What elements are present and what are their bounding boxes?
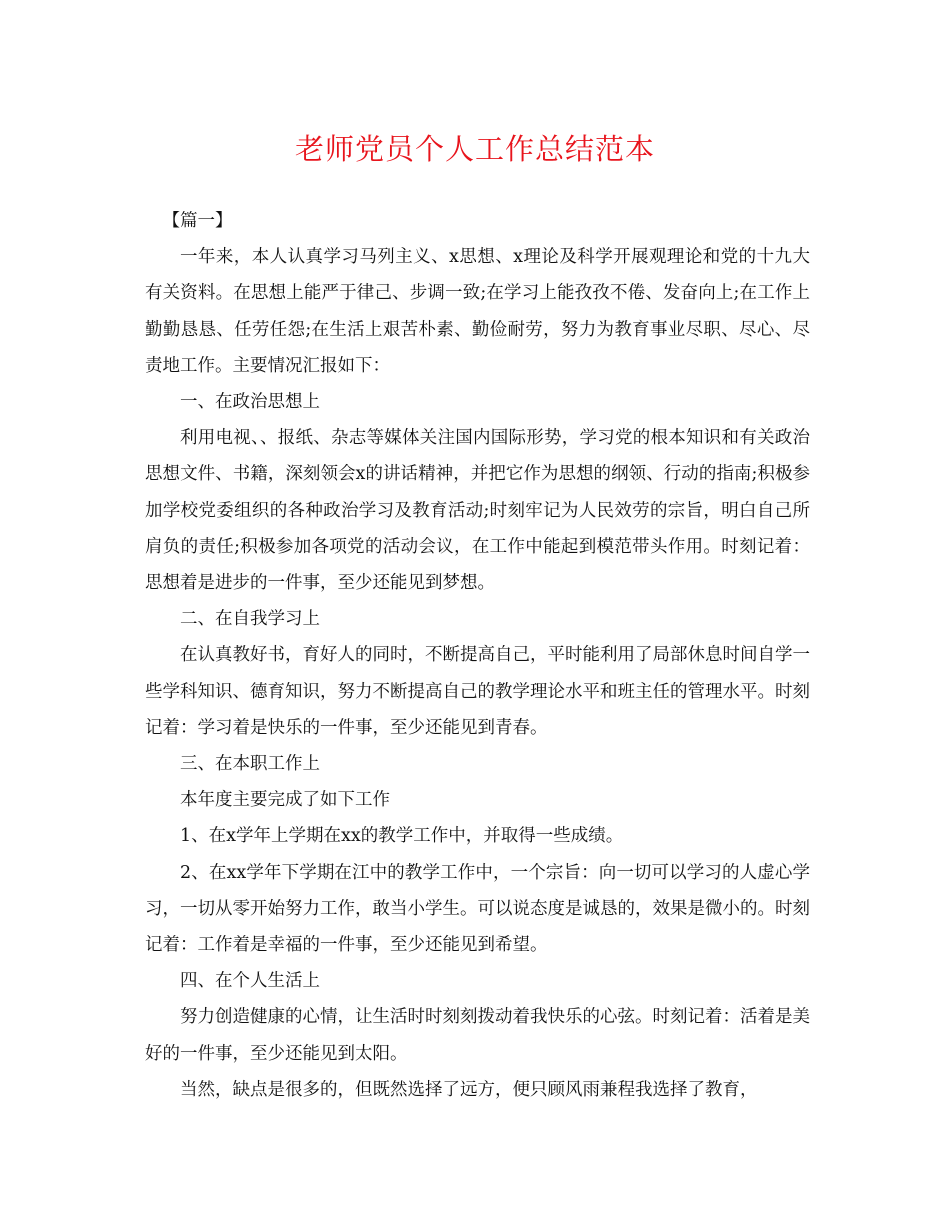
self-study-paragraph: 在认真教好书，育好人的同时，不断提高自己，平时能利用了局部休息时间自学一些学科知识、德育知识，努力不断提高自己的教学理论水平和班主任的管理水平。时刻记着：学习着是快乐的一件事，至少还能见到青春。 xyxy=(145,645,810,738)
closing-paragraph: 当然，缺点是很多的，但既然选择了远方，便只顾风雨兼程我选择了教育， xyxy=(180,1079,758,1100)
work-item-1: 1、在x学年上学期在xx的教学工作中，并取得一些成绩。 xyxy=(180,826,624,847)
section-label: 【篇一】 xyxy=(162,211,233,231)
work-intro-paragraph: 本年度主要完成了如下工作 xyxy=(180,790,390,811)
section-heading-life: 四、在个人生活上 xyxy=(180,971,320,992)
section-heading-self-study: 二、在自我学习上 xyxy=(180,609,320,630)
document-body xyxy=(145,203,810,1108)
section-heading-work: 三、在本职工作上 xyxy=(180,754,320,775)
document-title: 老师党员个人工作总结范本 xyxy=(294,132,655,166)
intro-paragraph: 一年来，本人认真学习马列主义、x思想、x理论及科学开展观理论和党的十九大有关资料。在思想上能严于律己、步调一致;在学习上能孜孜不倦、发奋向上;在工作上勤勤恳恳、任劳任怨;在生活上艰苦朴素、勤俭耐劳，努力为教育事业尽职、尽心、尽责地工作。主要情况汇报如下： xyxy=(145,247,810,376)
work-item-2: 2、在xx学年下学期在江中的教学工作中，一个宗旨：向一切可以学习的人虚心学习，一切从零开始努力工作，敢当小学生。可以说态度是诚恳的，效果是微小的。时刻记着：工作着是幸福的一件事，至少还能见到希望。 xyxy=(145,862,810,956)
life-paragraph: 努力创造健康的心情，让生活时时刻刻拨动着我快乐的心弦。时刻记着：活着是美好的一件事，至少还能见到太阳。 xyxy=(145,1007,810,1064)
section-heading-political: 一、在政治思想上 xyxy=(180,392,320,413)
political-paragraph: 利用电视、、报纸、杂志等媒体关注国内国际形势，学习党的根本知识和有关政治思想文件、书籍，深刻领会x的讲话精神，并把它作为思想的纲领、行动的指南;积极参加学校党委组织的各种政治学习及教育活动;时刻牢记为人民效劳的宗旨，明白自己所肩负的责任;积极参加各项党的活动会议，在工作中能起到模范带头作用。时刻记着：思想着是进步的一件事，至少还能见到梦想。 xyxy=(145,428,810,594)
